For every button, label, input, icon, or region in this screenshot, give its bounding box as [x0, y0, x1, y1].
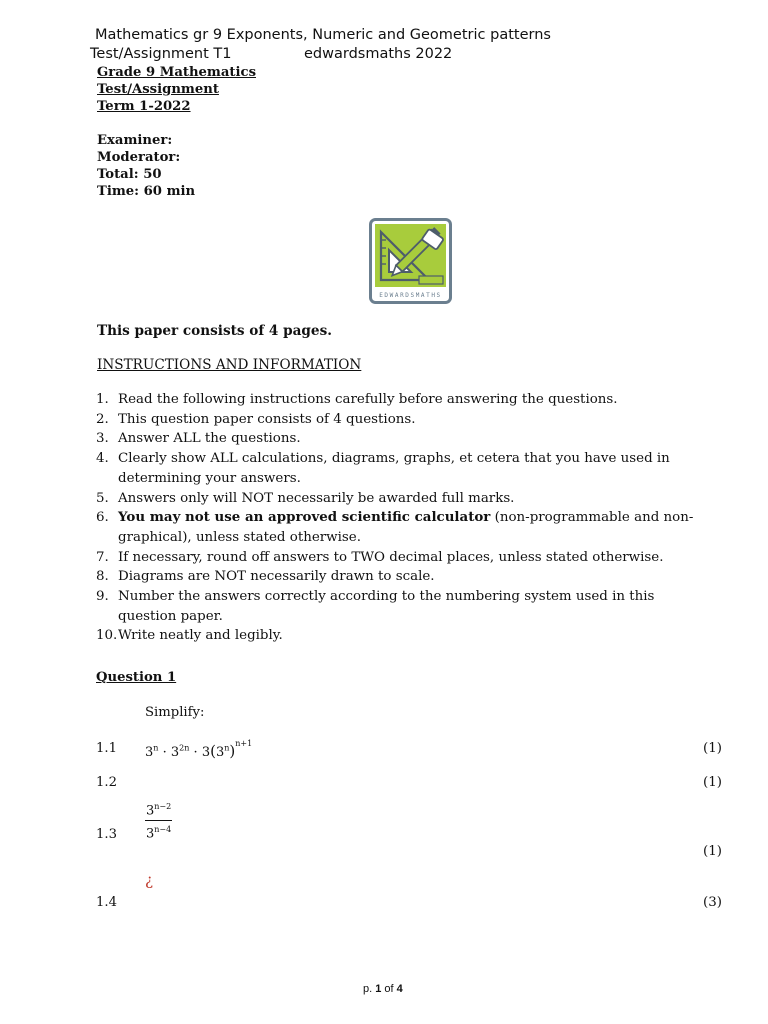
fraction-numerator [145, 798, 172, 821]
instruction-number: 3. [96, 431, 109, 447]
q1-4-marks: (3) [703, 895, 722, 910]
expr-base: 3 [170, 745, 180, 760]
q1-2-number: 1.2 [96, 775, 117, 790]
q1-3-number: 1.3 [96, 827, 117, 842]
expr-paren: ( [210, 742, 216, 760]
instruction-number: 7. [96, 549, 109, 565]
question-1-heading: Question 1 [96, 670, 177, 685]
pages-note: This paper consists of 4 pages. [97, 323, 332, 339]
cover-term: Term 1-2022 [97, 99, 191, 114]
q1-1-expression [145, 738, 253, 760]
q1-fraction [145, 798, 172, 844]
instruction-number: 9. [96, 589, 109, 605]
instruction-number: 5. [96, 490, 109, 506]
footer-page-number: 1 [375, 983, 382, 995]
cover-total: Total: 50 [97, 167, 162, 182]
instruction-text: If necessary, round off answers to TWO decimal places, unless stated otherwise. [118, 549, 664, 565]
footer-prefix: p. [363, 983, 376, 995]
instruction-text: Answers only will NOT necessarily be awarded full marks. [118, 490, 515, 506]
expr-dot: · [162, 745, 167, 760]
instruction-text: Write neatly and legibly. [118, 628, 283, 644]
instruction-emphasis: You may not use an approved scientific calculator [118, 509, 491, 526]
expr-base: 3 [201, 745, 211, 760]
q1-4-number: 1.4 [96, 895, 117, 910]
expr-exponent: n [153, 743, 159, 753]
expr-base: 3 [145, 745, 154, 760]
running-header-subtitle: Test/Assignment T1 [90, 46, 232, 62]
expr-paren: ) [229, 742, 236, 760]
q1-3-marks: (1) [703, 844, 722, 859]
q1-1-number: 1.1 [96, 741, 117, 756]
expr-exponent: n [224, 743, 230, 753]
edwardsmaths-logo [369, 218, 452, 304]
expr-exponent: n−2 [154, 802, 172, 811]
expr-base: 3 [146, 803, 155, 819]
instruction-item [96, 489, 716, 509]
cover-type: Test/Assignment [97, 82, 219, 97]
instruction-item [96, 587, 716, 626]
instruction-number: 6. [96, 510, 109, 526]
set-square-ruler-pencil-icon [369, 218, 452, 304]
instruction-item [96, 626, 716, 646]
q1-2-marks: (1) [703, 775, 722, 790]
instruction-number: 2. [96, 411, 109, 427]
instruction-text: (non-programmable and non-graphical), unless stated otherwise. [118, 510, 694, 545]
instruction-text: Read the following instructions carefully before answering the questions. [118, 392, 618, 407]
fraction-denominator [145, 821, 172, 843]
instruction-item [96, 508, 716, 547]
instruction-text: Number the answers correctly according to the numbering system used in this question paper. [118, 589, 655, 624]
instruction-item [96, 548, 716, 568]
instruction-item [96, 449, 716, 488]
broken-equation-glyph: ¿ [145, 871, 154, 889]
instruction-number: 8. [96, 569, 109, 585]
footer-of: of [381, 983, 397, 995]
instruction-text: Answer ALL the questions. [118, 431, 301, 447]
running-header-title: Mathematics gr 9 Exponents, Numeric and Geometric patterns [95, 27, 551, 43]
expr-dot: · [193, 745, 198, 760]
instruction-number: 1. [96, 392, 109, 407]
expr-exponent: n−4 [154, 825, 172, 835]
instruction-text: Diagrams are NOT necessarily drawn to scale. [118, 569, 435, 585]
instruction-number: 10. [96, 628, 118, 644]
page-footer [363, 983, 403, 995]
logo-caption: EDWARDSMATHS [379, 292, 442, 299]
footer-page-total: 4 [396, 983, 403, 995]
expr-base: 3 [215, 745, 225, 760]
instruction-text: Clearly show ALL calculations, diagrams, graphs, et cetera that you have used in determining your answers. [118, 451, 670, 486]
cover-examiner: Examiner: [97, 133, 173, 148]
instruction-item [96, 567, 716, 587]
cover-moderator: Moderator: [97, 150, 181, 165]
expr-exponent: 2n [179, 743, 190, 753]
instruction-item [96, 429, 716, 449]
instruction-item [96, 410, 716, 430]
expr-base: 3 [146, 826, 155, 842]
instructions-heading: INSTRUCTIONS AND INFORMATION [97, 357, 362, 373]
cover-time: Time: 60 min [97, 184, 196, 199]
q1-1-marks: (1) [703, 741, 722, 756]
instruction-item [96, 390, 716, 410]
expr-exponent: n+1 [235, 738, 253, 748]
running-header-author: edwardsmaths 2022 [304, 46, 453, 62]
cover-grade: Grade 9 Mathematics [97, 65, 256, 80]
instruction-text: This question paper consists of 4 questions. [118, 411, 416, 427]
question-1-prompt: Simplify: [145, 705, 205, 720]
instruction-number: 4. [96, 451, 109, 467]
instructions-list [96, 390, 716, 646]
